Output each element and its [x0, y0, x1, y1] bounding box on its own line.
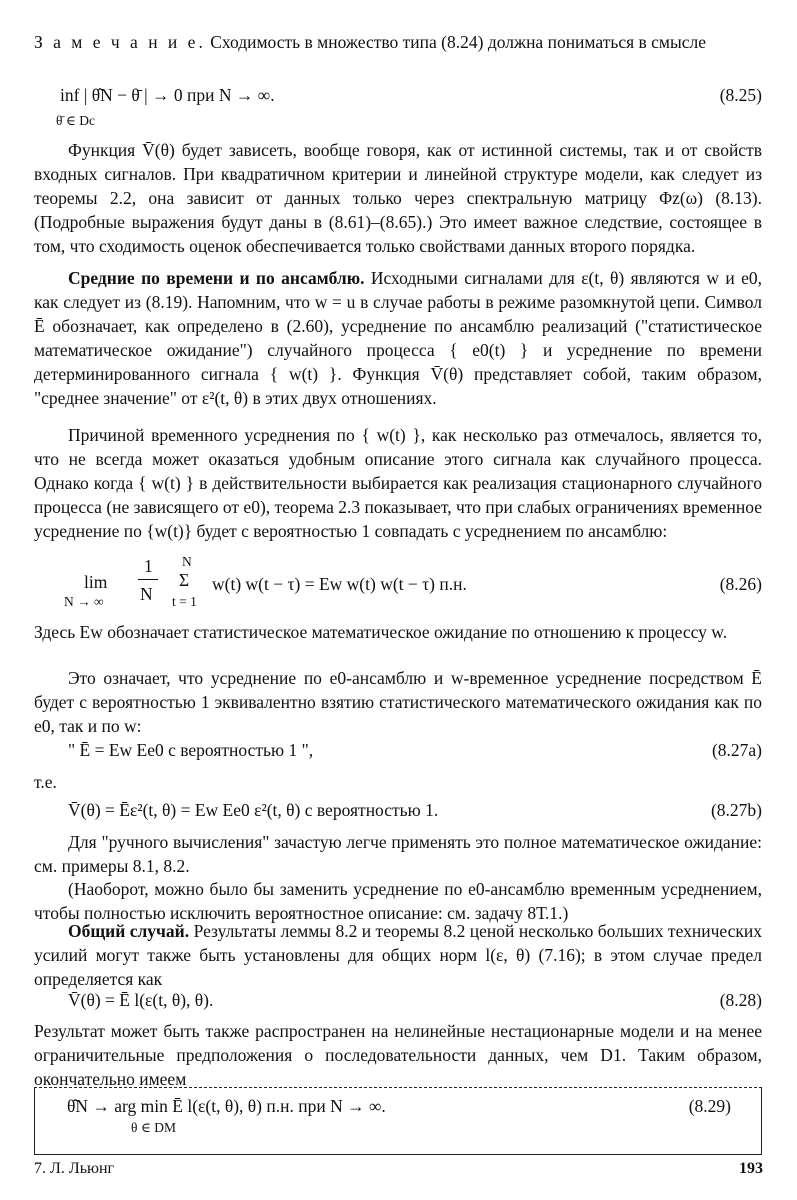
equation-8-26-sum-bottom: t = 1 [172, 594, 197, 609]
equation-8-26-fraction-numerator: 1 [144, 556, 153, 576]
equation-8-28 [34, 988, 762, 1014]
conversely-paragraph: (Наоборот, можно было бы заменить усреднение по e0-ансамблю временным усреднением, чтобы полностью исключить вероятностное описание: см. задачу 8Т.1.) [34, 879, 762, 923]
equation-8-25-subscript: θ̄ ∈ Dc [56, 113, 95, 128]
equation-8-26-body: w(t) w(t − τ) = Ew w(t) w(t − τ) п.н. [212, 574, 467, 594]
equation-8-26-sum-sign: Σ [179, 570, 190, 590]
boxed-equation-8-29 [34, 1087, 762, 1155]
equation-8-29-formula: θ̂N → arg min Ē l(ε(t, θ), θ) п.н. при N → ∞. [67, 1096, 386, 1116]
equation-8-29-number: (8.29) [688, 1096, 731, 1116]
averages-text: Исходными сигналами для ε(t, θ) являются w и e0, как следует из (8.19). Напомним, что w = u в случае работы в режиме разомкнутой цепи. Символ Ē обозначает, как определено в (2.60), усреднение по ансамблю реализаций ("статистическое математическое ожидание") случайного процесса { e0(t) } и усреднение по времени детерминированного сигнала { w(t) }. Функция V̄(θ) представляет собой, таким образом, "среднее значение" от ε²(t, θ) в этих двух отношениях. [34, 268, 762, 408]
general-case-heading: Общий случай. [68, 921, 190, 941]
remark-text: Сходимость в множество типа (8.24) должна пониматься в смысле [205, 32, 707, 52]
equation-8-27a-number: (8.27a) [711, 740, 762, 760]
equation-8-26 [34, 554, 762, 612]
equation-8-26-lim: lim [84, 572, 108, 592]
averages-heading: Средние по времени и по ансамблю. [68, 268, 365, 288]
page-number: 193 [739, 1160, 763, 1177]
equation-8-25-number: (8.25) [719, 85, 762, 105]
function-v-paragraph: Функция V̄(θ) будет зависеть, вообще говоря, как от истинной системы, так и от свойств входных сигналов. При квадратичном критерии и линейной структуре модели, как следует из теоремы 2.2, она зависит от данных только через спектральную матрицу Φz(ω) (8.13). (Подробные выражения будут даны в (8.61)–(8.65).) Это имеет важное следствие, состоящее в том, что сходимость оценок обеспечивается только свойствами данных второго порядка. [34, 140, 762, 256]
time-averaging-paragraph: Причиной временного усреднения по { w(t) }, как несколько раз отмечалось, является то, что не всегда может оказаться удобным описание этого сигнала как случайного процесса. Однако когда { w(t) } в действительности выбирается как реализация стационарного случайного процесса (не зависящего от e0), теорема 2.3 показывает, что при слабых ограничениях временное усреднение по {w(t)} будет с вероятностью 1 совпадать с усреднением по ансамблю: [34, 425, 762, 541]
result-paragraph: Результат может быть также распространен на нелинейные нестационарные модели и на менее ограничительные предположения о последовательности данных, чем D1. Таким образом, окончательно имеем [34, 1021, 762, 1089]
manual-calc-paragraph: Для "ручного вычисления" зачастую легче применять это полное математическое ожидание: см. примеры 8.1, 8.2. [34, 832, 762, 876]
equation-8-27b [34, 798, 762, 824]
equation-8-26-number: (8.26) [719, 574, 762, 594]
equation-8-26-sum-top: N [182, 554, 192, 569]
general-case-text: Результаты леммы 8.2 и теоремы 8.2 ценой несколько больших технических усилий могут также быть установлены для общих норм l(ε, θ) (7.16); в этом случае предел определяется как [34, 921, 762, 989]
equation-8-28-number: (8.28) [719, 990, 762, 1010]
equation-8-27a-formula: " Ē = Ew Ee0 с вероятностью 1 ", [68, 740, 314, 760]
equation-8-25 [34, 83, 762, 128]
equivalence-paragraph: Это означает, что усреднение по e0-ансамблю и w-временное усреднение посредством Ē будет с вероятностью 1 эквивалентно взятию статистического математического ожидания как по e0, так и по w: [34, 668, 762, 736]
equation-8-27a [34, 738, 762, 764]
averages-paragraph [34, 266, 762, 410]
equation-8-26-fraction-bar [138, 579, 158, 580]
ew-paragraph: Здесь Ew обозначает статистическое математическое ожидание по отношению к процессу w. [34, 622, 728, 642]
equation-8-28-formula: V̄(θ) = Ē l(ε(t, θ), θ). [68, 990, 214, 1010]
equation-8-25-formula: inf | θ̂N − θ̄ | → 0 при N → ∞. [60, 85, 275, 105]
equation-8-27b-formula: V̄(θ) = Ēε²(t, θ) = Ew Ee0 ε²(t, θ) с вероятностью 1. [68, 800, 439, 820]
equation-8-26-fraction-denominator: N [140, 584, 153, 604]
equation-8-27b-number: (8.27b) [710, 800, 762, 820]
ie-text: т.е. [34, 772, 57, 792]
equation-8-29-subscript: θ ∈ DM [131, 1120, 176, 1135]
equation-8-26-lim-subscript: N → ∞ [64, 594, 104, 609]
remark-paragraph [34, 30, 762, 54]
general-case-paragraph [34, 919, 762, 991]
footer-signature: 7. Л. Льюнг [34, 1160, 115, 1177]
remark-label: З а м е ч а н и е. [34, 32, 206, 52]
